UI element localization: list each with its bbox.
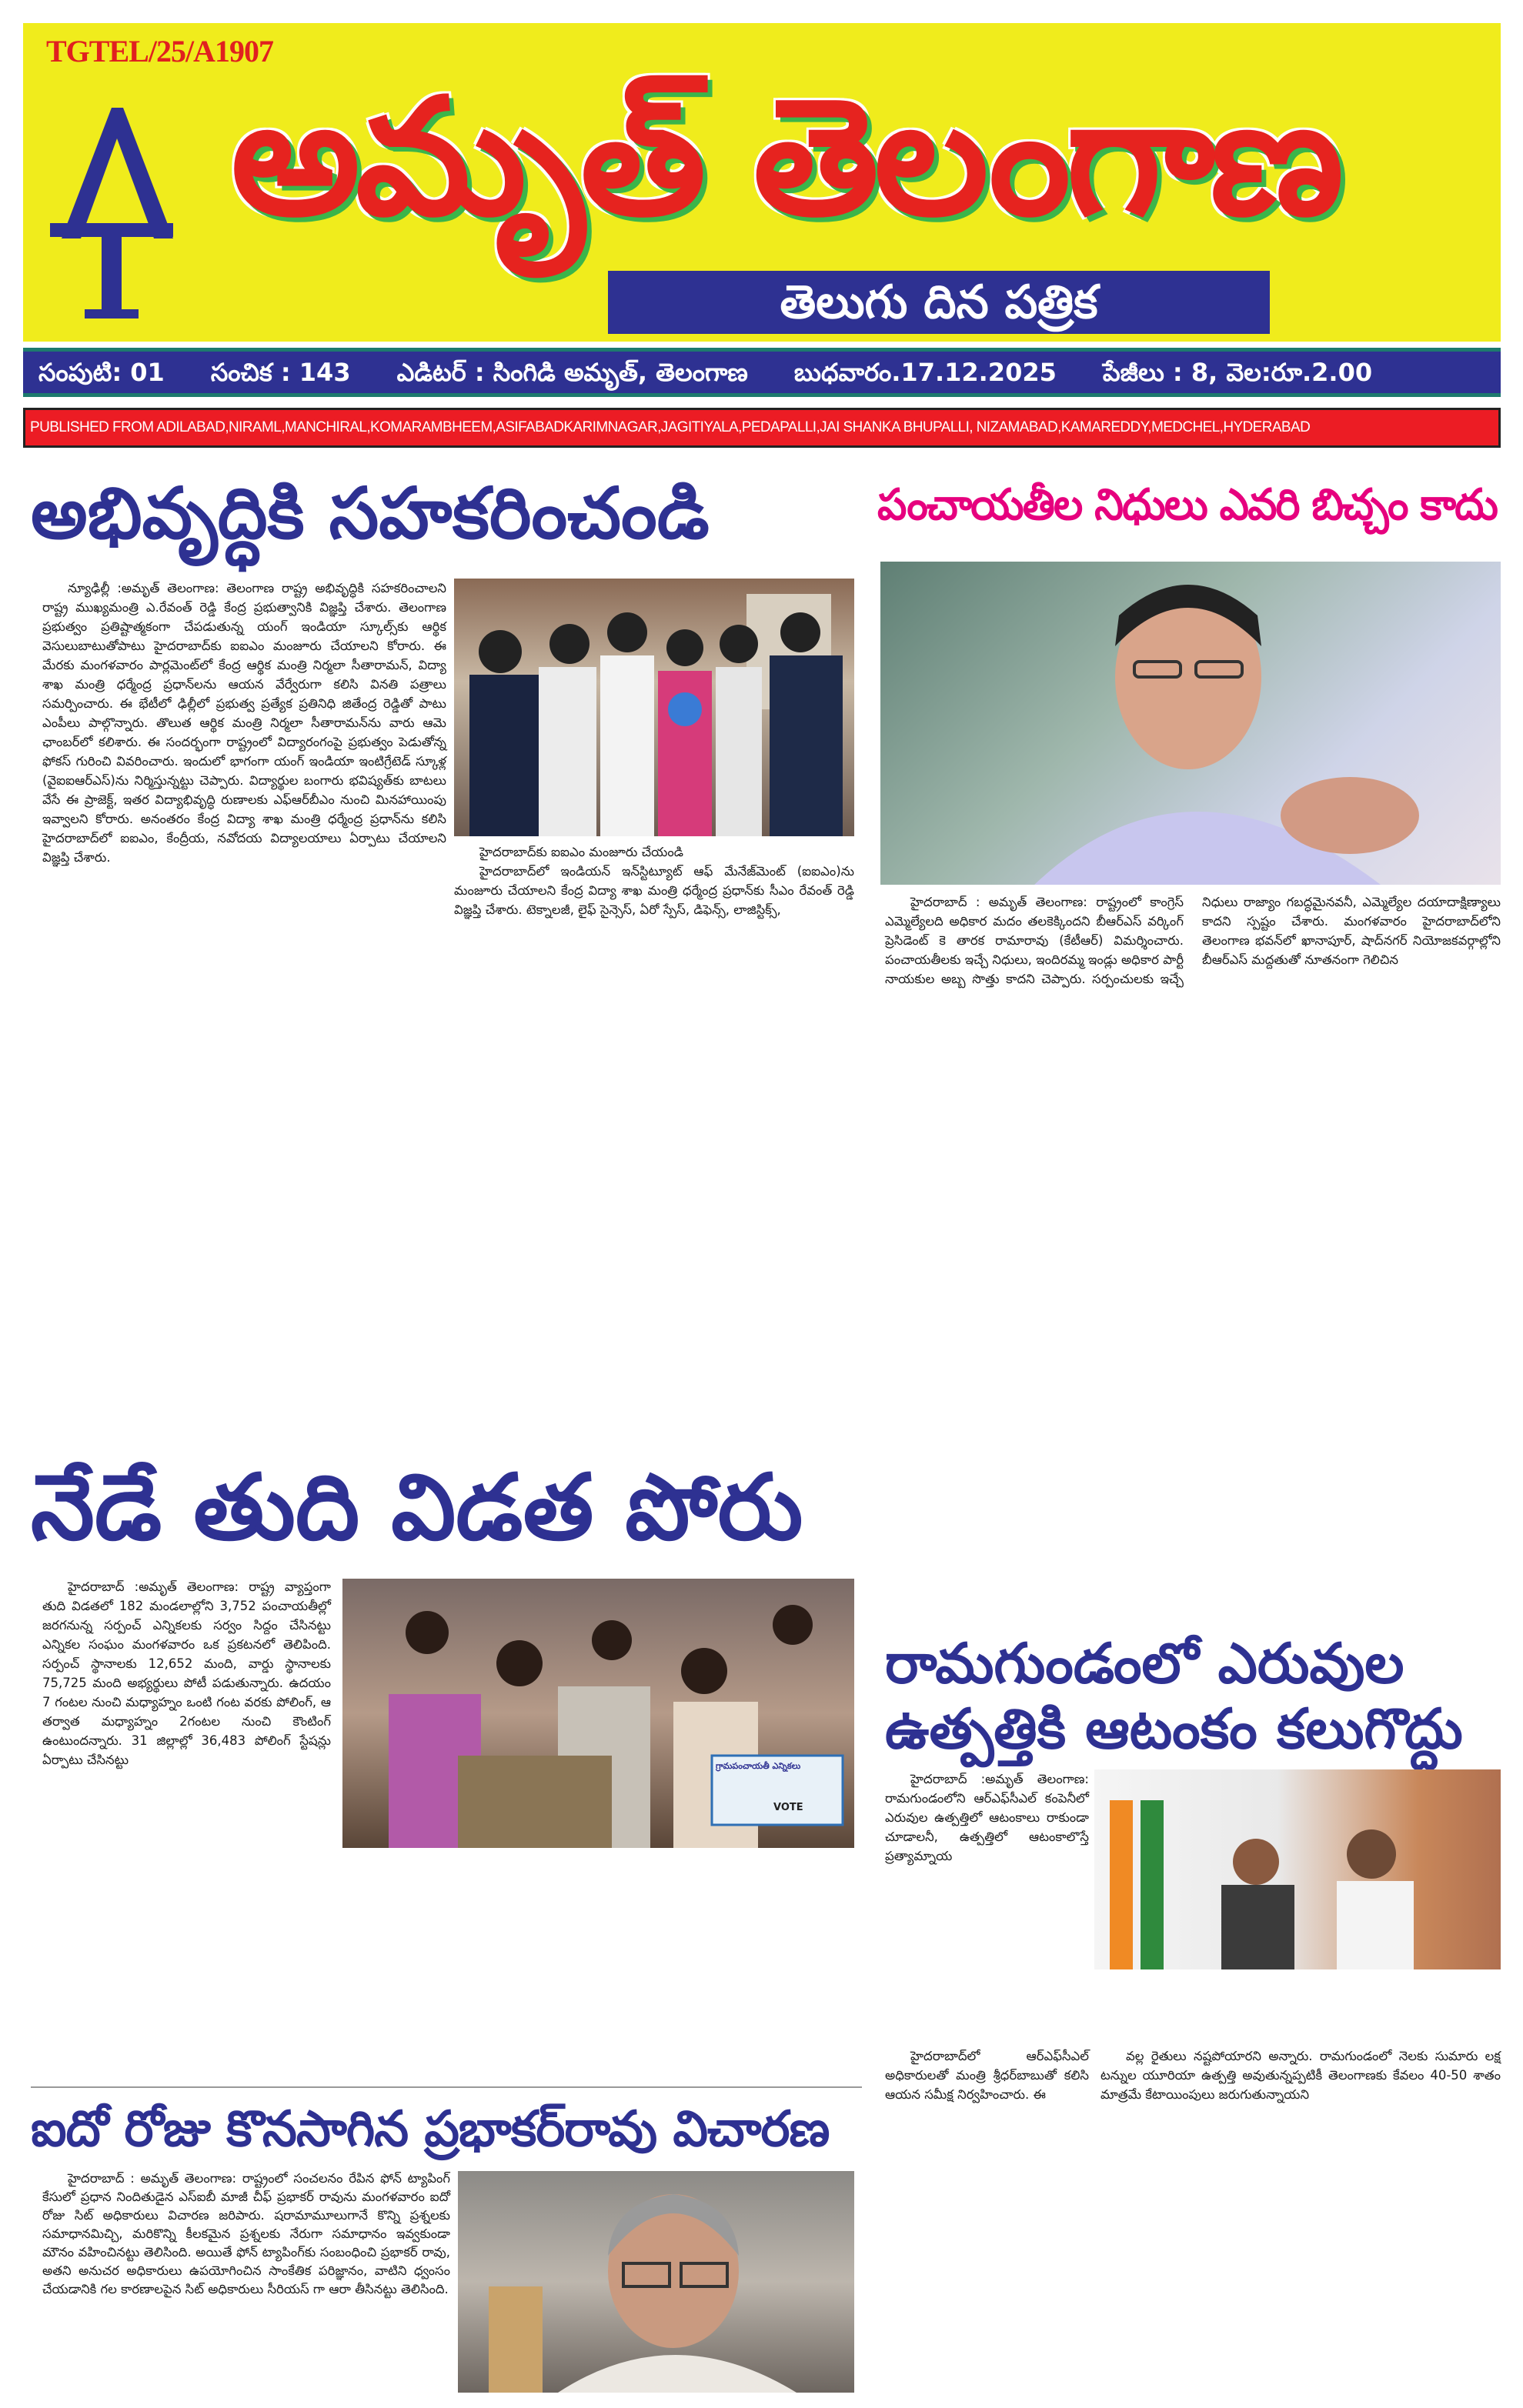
article-ramagundam-col2 — [1101, 2046, 1501, 2104]
issue-number: సంచిక : 143 — [210, 358, 351, 387]
article-ramagundam-lead — [885, 1769, 1089, 1866]
article-ramagundam-col1 — [885, 2046, 1089, 2104]
photo-cm-meeting — [454, 579, 854, 836]
people-photo-icon — [454, 579, 854, 836]
person-photo-icon — [458, 2171, 854, 2393]
headline-ramagundam-line2: ఉత్పత్తికి ఆటంకం కలుగొద్దు — [885, 1696, 1463, 1761]
meeting-photo-icon — [1094, 1769, 1501, 2027]
at-logo-icon — [46, 108, 177, 323]
article-development-body — [42, 579, 446, 867]
headline-prabhakar-rao: ఐదో రోజు కొనసాగిన ప్రభాకర్‌రావు విచారణ — [31, 2101, 830, 2158]
divider — [31, 2086, 862, 2088]
date: బుధవారం.17.12.2025 — [793, 358, 1057, 387]
paragraph: హైదరాబాద్‌లో ఆర్ఎఫ్‌సీఎల్ అధికారులతో మంత్రి శ్రీధర్‌బాబుతో కలిసి ఆయన సమీక్ష నిర్వహించారు. ఈ — [885, 2049, 1089, 2102]
article-final-phase-body — [42, 1577, 331, 1769]
headline-final-phase: నేడే తుది విడత పోరు — [31, 1454, 803, 1560]
person-photo-icon — [880, 562, 1501, 885]
photo-election — [342, 1579, 854, 1848]
photo-ramagundam-review — [1094, 1769, 1501, 2027]
paragraph: వల్ల రైతులు నష్టపోయారని అన్నారు. రామగుండంలో నెలకు సుమారు లక్ష టన్నుల యూరియా ఉత్పత్తి అవుతున్నప్పటికీ తెలంగాణకు కేవలం 40-50 శాతం మాత్రమే కేటాయింపులు జరుగుతున్నాయని — [1101, 2049, 1501, 2102]
article-development-sub — [454, 842, 854, 919]
headline-ramagundam-line1: రామగుండంలో ఎరువుల — [885, 1631, 1404, 1696]
paragraph: హైదరాబాద్ : అమృత్ తెలంగాణ: రాష్ట్రంలో కాంగ్రెస్ ఎమ్మెల్యేలది అధికార మదం తలకెక్కిందని బీఆర్ఎస్ వర్కింగ్ ప్రెసిడెంట్ కె తారక రామారావు (కేటీఆర్) విమర్శించారు. పంచాయతీలకు ఇచ్చే నిధులు, ఇందిరమ్మ ఇండ్లు అధికార పార్టీ నాయకుల అబ్బ సొత్తు కాదని చెప్పారు. సర్పంచులకు ఇచ్చే నిధులు రాజ్యాం గబద్ధమైనవనీ, ఎమ్మెల్యేల దయాదాక్షిణ్యాలు కాదని స్పష్టం చేశారు. మంగళవారం హైదరాబాద్‌లోని తెలంగాణ భవన్‌లో ఖానాపూర్, షాద్‌నగర్ నియోజకవర్గాల్లోని బీఆర్ఎస్ మద్దతుతో నూతనంగా గెలిచిన — [885, 895, 1501, 986]
pages-price: పేజీలు : 8, వెల:రూ.2.00 — [1102, 358, 1373, 387]
paragraph: హైదరాబాద్ :అమృత్ తెలంగాణ: రామగుండంలోని ఆర్ఎఫ్‌సీఎల్ కంపెనీలో ఎరువుల ఉత్పత్తిలో ఆటంకాలు రాకుండా చూడాలనీ, ఉత్పత్తిలో ఆటంకాలొస్తే ప్రత్యామ్నాయ — [885, 1772, 1089, 1863]
editor: ఎడిటర్ : సింగిడి అమృత్, తెలంగాణ — [396, 358, 748, 387]
tagline-text: తెలుగు దిన పత్రిక — [780, 275, 1098, 329]
paragraph: న్యూఢిల్లీ :అమృత్ తెలంగాణ: తెలంగాణ రాష్ట్ర అభివృద్ధికి సహకరించాలని రాష్ట్ర ముఖ్యమంత్రి ఎ.రేవంత్ రెడ్డి కేంద్ర ప్రభుత్వానికి విజ్ఞప్తి చేశారు. తెలంగాణ ప్రభుత్వం ప్రతిష్టాత్మకంగా చేపడుతున్న యంగ్ ఇండియా స్కూల్స్‌కు ఆర్థిక వెసులుబాటుతోపాటు హైదరాబాద్‌కు ఐఐఎం మంజూరు చేయాలని కోరారు. ఈ మేరకు మంగళవారం పార్లమెంట్‌లో కేంద్ర ఆర్థిక మంత్రి నిర్మలా సీతారామన్, విద్యా శాఖ మంత్రి ధర్మేంద్ర ప్రధాన్‌లను ఆయన వేర్వేరుగా కలిసి వినతి పత్రాలు సమర్పించారు. ఈ భేటీలో ఢిల్లీలో ప్రభుత్వ ప్రత్యేక ప్రతినిధి జితేంద్ర రెడ్డితో పాటు ఎంపీలు పాల్గొన్నారు. తొలుత ఆర్థిక మంత్రి నిర్మలా సీతారామన్‌ను వారు ఆమె ఛాంబర్‌లో కలిశారు. ఈ సందర్భంగా రాష్ట్రంలో విద్యారంగంపై ప్రభుత్వం పెడుతోన్న ఫోకస్ గురించి వివరించారు. ఇందులో భాగంగా యంగ్ ఇండియా ఇంటిగ్రేటెడ్ స్కూళ్ల (వైఐఐఆర్ఎస్)ను నిర్మిస్తున్నట్టు చెప్పారు. విద్యార్థుల బంగారు భవిష్యత్‌కు బాటలు వేసే ఈ ప్రాజెక్ట్, ఇతర విద్యాభివృద్ధి రుణాలకు ఎఫ్ఆర్‌బీఎం నుంచి మినహాయింపు ఇవ్వాలని కోరారు. అనంతరం కేంద్ర విద్యా శాఖ మంత్రి ధర్మేంద్ర ప్రధాన్‌ను కలిసి హైదరాబాద్‌లో ఐఐఎం, కేంద్రీయ, నవోదయ విద్యాలయాలు ఏర్పాటు చేయాలని విజ్ఞప్తి చేశారు. — [42, 581, 446, 865]
article-panchayat-funds-body — [885, 892, 1501, 1431]
paragraph: హైదరాబాద్ : అమృత్ తెలంగాణ: రాష్ట్రంలో సంచలనం రేపిన ఫోన్ ట్యాపింగ్ కేసులో ప్రధాన నిందితుడైన ఎస్ఐబీ మాజీ చీఫ్ ప్రభాకర్ రావును మంగళవారం ఐదో రోజు సిట్ అధికారులు విచారణ జరిపారు. షరామామూలుగానే కొన్ని ప్రశ్నలకు సమాధానమిచ్చి, మరికొన్ని కీలకమైన ప్రశ్నలకు నేరుగా సమాధానం ఇవ్వకుండా మౌనం వహించినట్టు తెలిసింది. అయితే ఫోన్ ట్యాపింగ్‌కు సంబంధించి ప్రభాకర్ రావు, అతని అనుచర అధికారులు ఉపయోగించిన సాంకేతిక పరిజ్ఞానం, వాటిని ధ్వంసం చేయడానికి గల కారణాలపైన సిట్ అధికారులు సీరియస్ గా ఆరా తీసినట్టు తెలిసింది. — [42, 2171, 450, 2296]
vote-label: VOTE — [773, 1802, 803, 1813]
paragraph: హైదరాబాద్ :అమృత్ తెలంగాణ: రాష్ట్ర వ్యాప్తంగా తుది విడతలో 182 మండలాల్లోని 3,752 పంచాయతీల్లో జరగనున్న సర్పంచ్ ఎన్నికలకు సర్వం సిద్దం చేసినట్టు ఎన్నికల సంఘం మంగళవారం ఒక ప్రకటనలో తెలిపింది. సర్పంచ్ స్థానాలకు 12,652 మంది, వార్డు స్థానాలకు 75,725 మంది అభ్యర్థులు పోటీ పడుతున్నారు. ఉదయం 7 గంటల నుంచి మధ్యాహ్నం ఒంటి గంట వరకు పోలింగ్, ఆ తర్వాత మధ్యాహ్నం 2గంటల నుంచి కౌంటింగ్ ఉంటుందన్నారు. 31 జిల్లాల్లో 36,483 పోలింగ్ స్టేషన్లు ఏర్పాటు చేసినట్టు — [42, 1579, 331, 1767]
published-from-bar — [23, 408, 1501, 448]
newspaper-title: అమృత్ తెలంగాణ — [231, 63, 1340, 252]
published-from-text: PUBLISHED FROM ADILABAD,NIRAML,MANCHIRAL,KOMARAMBHEEM,ASIFABADKARIMNAGAR,JAGITIYALA,PEDAPALLI,JAI SHANKA BHUPALLI, NIZAMABAD,KAMAREDDY,MEDCHEL,HYDERABAD — [30, 419, 1311, 435]
volume: సంపుటి: 01 — [38, 358, 165, 387]
subheading: హైదరాబాద్‌కు ఐఐఎం మంజూరు చేయండి — [479, 845, 683, 859]
paragraph: హైదరాబాద్‌లో ఇండియన్ ఇన్‌స్టిట్యూట్ ఆఫ్ మేనేజ్‌మెంట్ (ఐఐఎం)ను మంజూరు చేయాలని కేంద్ర విద్యా శాఖ మంత్రి ధర్మేంద్ర ప్రధాన్‌కు సీఎం రేవంత్ రెడ్డి విజ్ఞప్తి చేశారు. టెక్నాలజీ, లైఫ్ సైన్సెస్, ఏరో స్పేస్, డిఫెన్స్, లాజిస్టిక్స్, — [454, 864, 854, 917]
registration-number: TGTEL/25/A1907 — [46, 34, 273, 68]
tagline — [608, 271, 1270, 334]
election-badge: గ్రామపంచాయతీ ఎన్నికలు — [716, 1761, 801, 1771]
photo-ktr — [880, 562, 1501, 885]
headline-development: అభివృద్ధికి సహకరించండి — [31, 472, 710, 555]
headline-panchayat-funds: పంచాయతీల నిధులు ఎవరి బిచ్చం కాదు — [877, 480, 1497, 530]
issue-info-row — [38, 352, 1372, 393]
article-prabhakar-rao-body — [42, 2170, 450, 2299]
photo-prabhakar-rao — [458, 2171, 854, 2393]
issue-info-bar — [23, 348, 1501, 397]
